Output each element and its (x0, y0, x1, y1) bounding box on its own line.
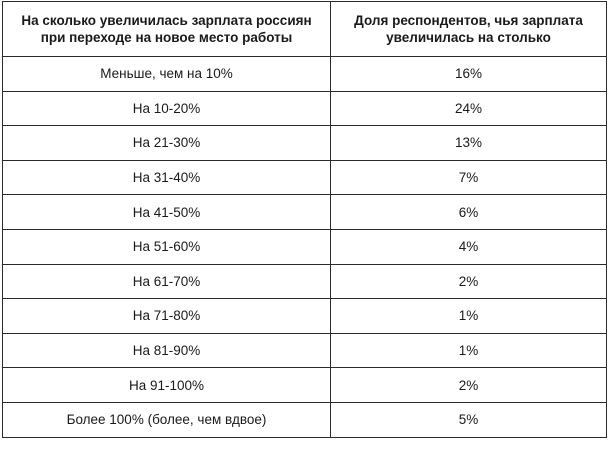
table-row (3, 126, 607, 161)
respondent-share-cell: 24% (331, 91, 607, 126)
increase-range-cell: Более 100% (более, чем вдвое) (3, 402, 331, 437)
respondent-share-cell: 2% (331, 264, 607, 299)
respondent-share-cell: 1% (331, 333, 607, 368)
respondent-share-cell: 7% (331, 160, 607, 195)
table-row (3, 299, 607, 334)
header-row (3, 2, 607, 57)
column-header-increase (3, 2, 331, 57)
increase-range-cell: На 31-40% (3, 160, 331, 195)
table-row (3, 333, 607, 368)
increase-range-cell: На 71-80% (3, 299, 331, 334)
respondent-share-cell: 4% (331, 229, 607, 264)
respondent-share-cell: 16% (331, 57, 607, 92)
table-row (3, 195, 607, 230)
increase-range-cell: На 81-90% (3, 333, 331, 368)
respondent-share-cell: 6% (331, 195, 607, 230)
increase-range-cell: На 51-60% (3, 229, 331, 264)
salary-increase-table-container (2, 1, 606, 438)
table-row (3, 264, 607, 299)
respondent-share-cell: 13% (331, 126, 607, 161)
table-row (3, 160, 607, 195)
column-header-increase-line-2: при переходе на новое место работы (40, 30, 293, 45)
increase-range-cell: На 21-30% (3, 126, 331, 161)
increase-range-cell: На 10-20% (3, 91, 331, 126)
table-row (3, 368, 607, 403)
increase-range-cell: На 61-70% (3, 264, 331, 299)
respondent-share-cell: 1% (331, 299, 607, 334)
column-header-share (331, 2, 607, 57)
column-header-increase-line-1: На сколько увеличилась зарплата россиян (21, 13, 312, 28)
increase-range-cell: На 91-100% (3, 368, 331, 403)
table-row (3, 57, 607, 92)
respondent-share-cell: 2% (331, 368, 607, 403)
column-header-share-line-2: увеличилась на столько (386, 30, 551, 45)
table-row (3, 402, 607, 437)
column-header-share-line-1: Доля респондентов, чья зарплата (354, 13, 583, 28)
increase-range-cell: Меньше, чем на 10% (3, 57, 331, 92)
table-row (3, 91, 607, 126)
salary-increase-table (2, 1, 607, 438)
increase-range-cell: На 41-50% (3, 195, 331, 230)
table-row (3, 229, 607, 264)
respondent-share-cell: 5% (331, 402, 607, 437)
